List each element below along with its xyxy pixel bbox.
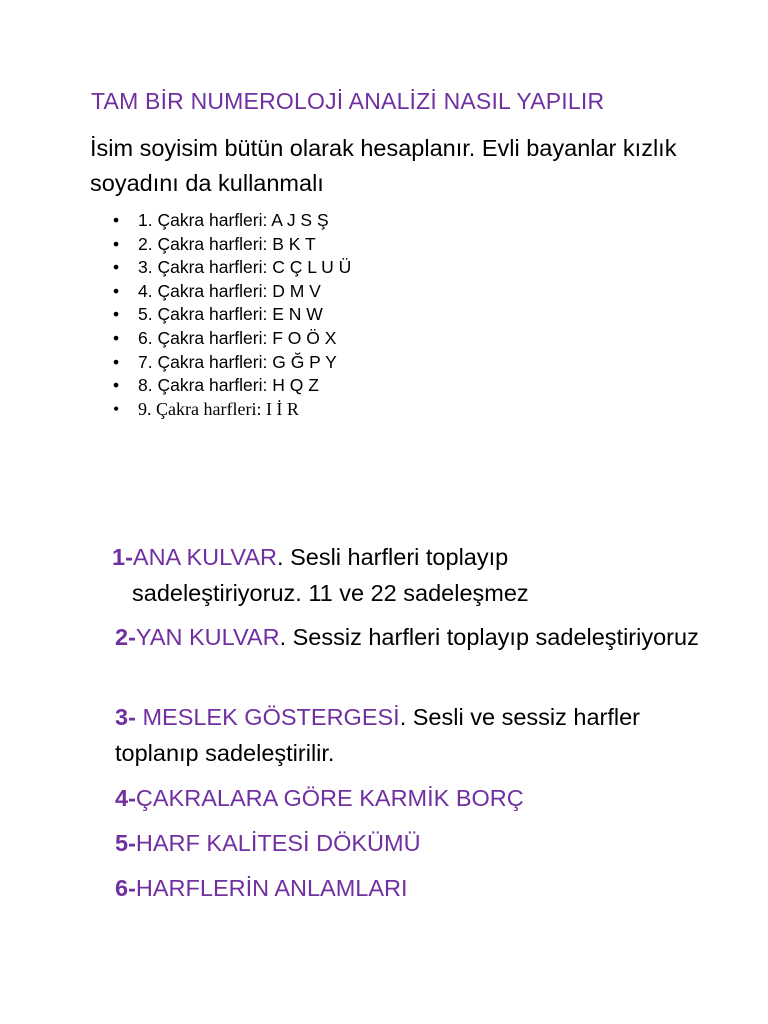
section-text: . Sessiz harfleri toplayıp sadeleştiriyoruz xyxy=(279,624,699,650)
section-yan-kulvar xyxy=(115,619,715,655)
section-number: 6- xyxy=(115,875,136,901)
section-karmik-borc xyxy=(115,780,524,816)
section-heading: MESLEK GÖSTERGESİ xyxy=(142,704,400,730)
chakra-item-7: • 7. Çakra harfleri: G Ğ P Y xyxy=(113,351,351,375)
section-number: 5- xyxy=(115,830,136,856)
section-text: . Sesli harfleri toplayıp xyxy=(277,544,509,570)
section-heading: YAN KULVAR xyxy=(135,624,280,650)
chakra-item-1: • 1. Çakra harfleri: A J S Ş xyxy=(113,209,351,233)
section-number: 3- xyxy=(115,704,143,730)
chakra-item-6: • 6. Çakra harfleri: F O Ö X xyxy=(113,327,351,351)
chakra-item-8: • 8. Çakra harfleri: H Q Z xyxy=(113,374,351,398)
section-harflerin-anlamlari xyxy=(115,870,408,906)
section-heading: ÇAKRALARA GÖRE KARMİK BORÇ xyxy=(135,785,524,811)
intro-paragraph: İsim soyisim bütün olarak hesaplanır. Evli bayanlar kızlık soyadını da kullanmalı xyxy=(90,135,677,196)
section-text-continued: sadeleştiriyoruz. 11 ve 22 sadeleşmez xyxy=(132,580,529,606)
chakra-item-5: • 5. Çakra harfleri: E N W xyxy=(113,303,351,327)
section-text: . Sesli ve sessiz harfler toplanıp sadeleştirilir. xyxy=(115,704,641,766)
section-number: 2- xyxy=(115,624,136,650)
section-ana-kulvar xyxy=(112,539,529,611)
chakra-item-4: • 4. Çakra harfleri: D M V xyxy=(113,280,351,304)
section-heading: HARF KALİTESİ DÖKÜMÜ xyxy=(135,830,421,856)
page-title: TAM BİR NUMEROLOJİ ANALİZİ NASIL YAPILIR xyxy=(91,88,605,114)
section-heading: HARFLERİN ANLAMLARI xyxy=(135,875,408,901)
chakra-letter-list xyxy=(113,209,351,421)
section-number: 4- xyxy=(115,785,136,811)
chakra-item-9: • 9. Çakra harfleri: I İ R xyxy=(113,398,351,422)
section-meslek-gostergesi xyxy=(115,699,715,771)
section-harf-kalitesi xyxy=(115,825,421,861)
chakra-item-3: • 3. Çakra harfleri: C Ç L U Ü xyxy=(113,256,351,280)
section-number: 1- xyxy=(112,544,133,570)
chakra-item-2: • 2. Çakra harfleri: B K T xyxy=(113,233,351,257)
section-heading: ANA KULVAR xyxy=(132,544,278,570)
